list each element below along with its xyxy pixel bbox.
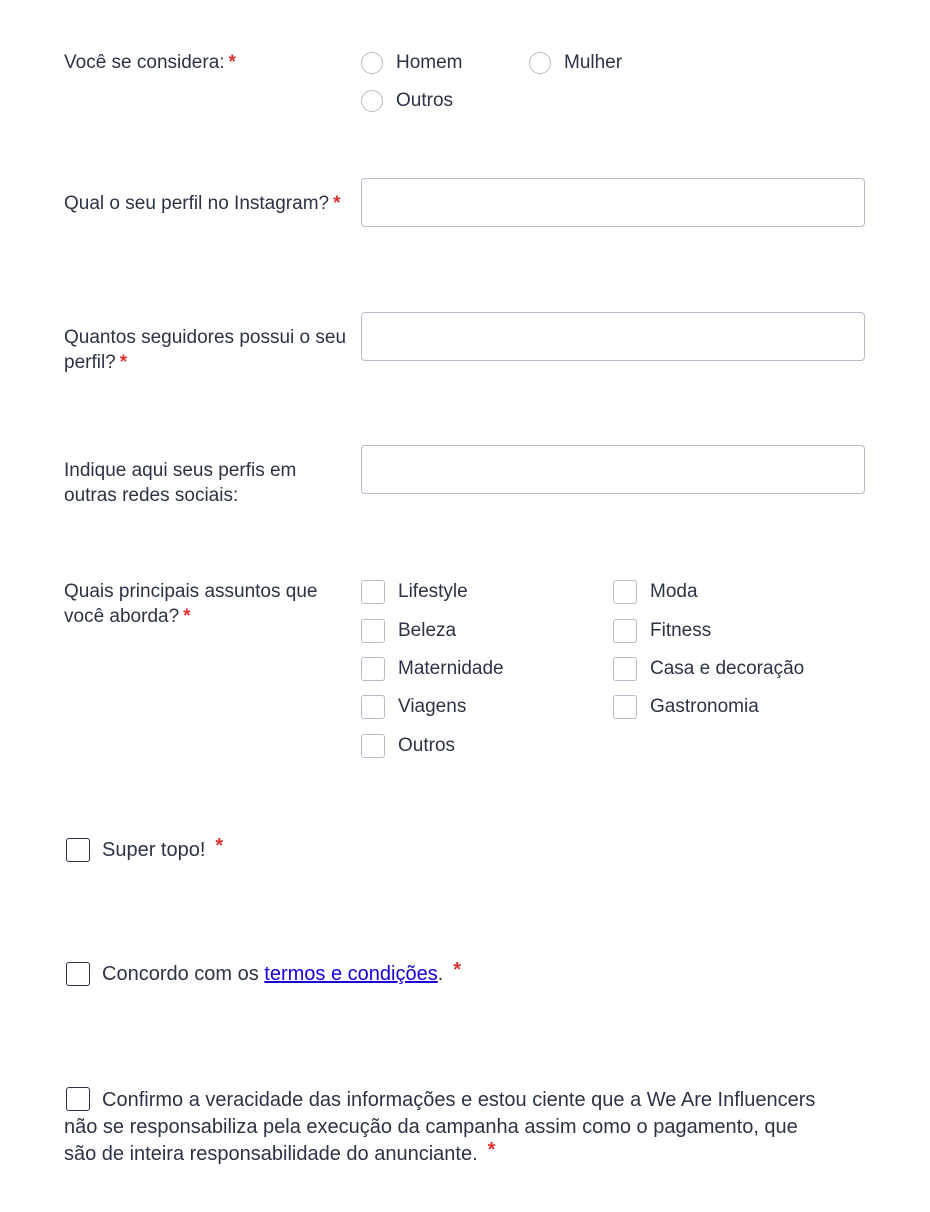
required-marker: *	[228, 52, 236, 73]
terms-link[interactable]: termos e condições	[264, 962, 438, 985]
radio-circle[interactable]	[361, 90, 383, 112]
super-topo-label: Super topo!	[102, 838, 206, 861]
checkbox-label: Maternidade	[398, 658, 504, 679]
instagram-input[interactable]	[361, 178, 865, 227]
radio-label: Mulher	[564, 52, 623, 73]
radio-circle[interactable]	[361, 52, 383, 74]
checkbox-box[interactable]	[613, 619, 637, 643]
terms-suffix: .	[437, 962, 444, 985]
checkbox-label: Viagens	[398, 696, 467, 717]
checkbox-option-gastronomia[interactable]	[613, 694, 759, 720]
checkbox-label: Beleza	[398, 620, 457, 641]
other-networks-label-text: Indique aqui seus perfis em outras redes sociais:	[64, 460, 297, 506]
gender-label-text: Você se considera:	[64, 52, 225, 73]
confirm-checkbox-row[interactable]	[64, 1087, 834, 1168]
checkbox-option-viagens[interactable]	[361, 694, 466, 720]
terms-checkbox-row[interactable]	[66, 958, 462, 986]
required-marker: *	[119, 352, 128, 373]
radio-label: Outros	[396, 90, 454, 111]
confirm-text: Confirmo a veracidade das informações e estou ciente que a We Are Influencers não se responsabiliza pela execução da campanha assim como o pagamento, que são de inteira responsabilidade do anunciante.	[64, 1089, 816, 1165]
checkbox-box[interactable]	[361, 619, 385, 643]
followers-input[interactable]	[361, 312, 865, 361]
required-marker: *	[453, 958, 462, 981]
checkbox-option-outros[interactable]	[361, 733, 455, 759]
checkbox-label: Gastronomia	[650, 696, 759, 717]
required-marker: *	[183, 606, 191, 627]
radio-option-mulher[interactable]	[529, 50, 622, 76]
checkbox-option-lifestyle[interactable]	[361, 579, 468, 605]
terms-checkbox[interactable]	[66, 962, 90, 986]
checkbox-label: Lifestyle	[398, 581, 468, 602]
checkbox-label: Fitness	[650, 620, 712, 641]
checkbox-box[interactable]	[361, 695, 385, 719]
gender-question-label	[64, 50, 354, 75]
required-marker: *	[215, 834, 224, 857]
other-networks-input[interactable]	[361, 445, 865, 494]
confirm-checkbox[interactable]	[66, 1087, 90, 1111]
radio-option-outros[interactable]	[361, 88, 453, 114]
topics-question-label	[64, 579, 354, 629]
followers-label-text: Quantos seguidores possui o seu perfil?	[64, 327, 347, 373]
checkbox-option-maternidade[interactable]	[361, 656, 504, 682]
checkbox-box[interactable]	[613, 580, 637, 604]
checkbox-box[interactable]	[361, 657, 385, 681]
checkbox-option-fitness[interactable]	[613, 618, 711, 644]
checkbox-box[interactable]	[613, 657, 637, 681]
checkbox-option-beleza[interactable]	[361, 618, 456, 644]
topics-label-text: Quais principais assuntos que você aborda?	[64, 581, 318, 627]
terms-prefix: Concordo com os	[102, 962, 265, 985]
other-networks-question-label	[64, 458, 354, 508]
checkbox-box[interactable]	[361, 734, 385, 758]
super-topo-checkbox[interactable]	[66, 838, 90, 862]
followers-question-label	[64, 325, 354, 375]
required-marker: *	[487, 1139, 496, 1161]
checkbox-label: Moda	[650, 581, 698, 602]
required-marker: *	[333, 193, 341, 214]
checkbox-box[interactable]	[361, 580, 385, 604]
radio-label: Homem	[396, 52, 463, 73]
super-topo-checkbox-row[interactable]	[66, 834, 224, 862]
radio-circle[interactable]	[529, 52, 551, 74]
instagram-label-text: Qual o seu perfil no Instagram?	[64, 193, 330, 214]
checkbox-label: Outros	[398, 735, 456, 756]
checkbox-option-moda[interactable]	[613, 579, 698, 605]
checkbox-box[interactable]	[613, 695, 637, 719]
radio-option-homem[interactable]	[361, 50, 463, 76]
instagram-question-label	[64, 191, 354, 216]
checkbox-option-casa-e-decoracao[interactable]	[613, 656, 804, 682]
checkbox-label: Casa e decoração	[650, 658, 805, 679]
